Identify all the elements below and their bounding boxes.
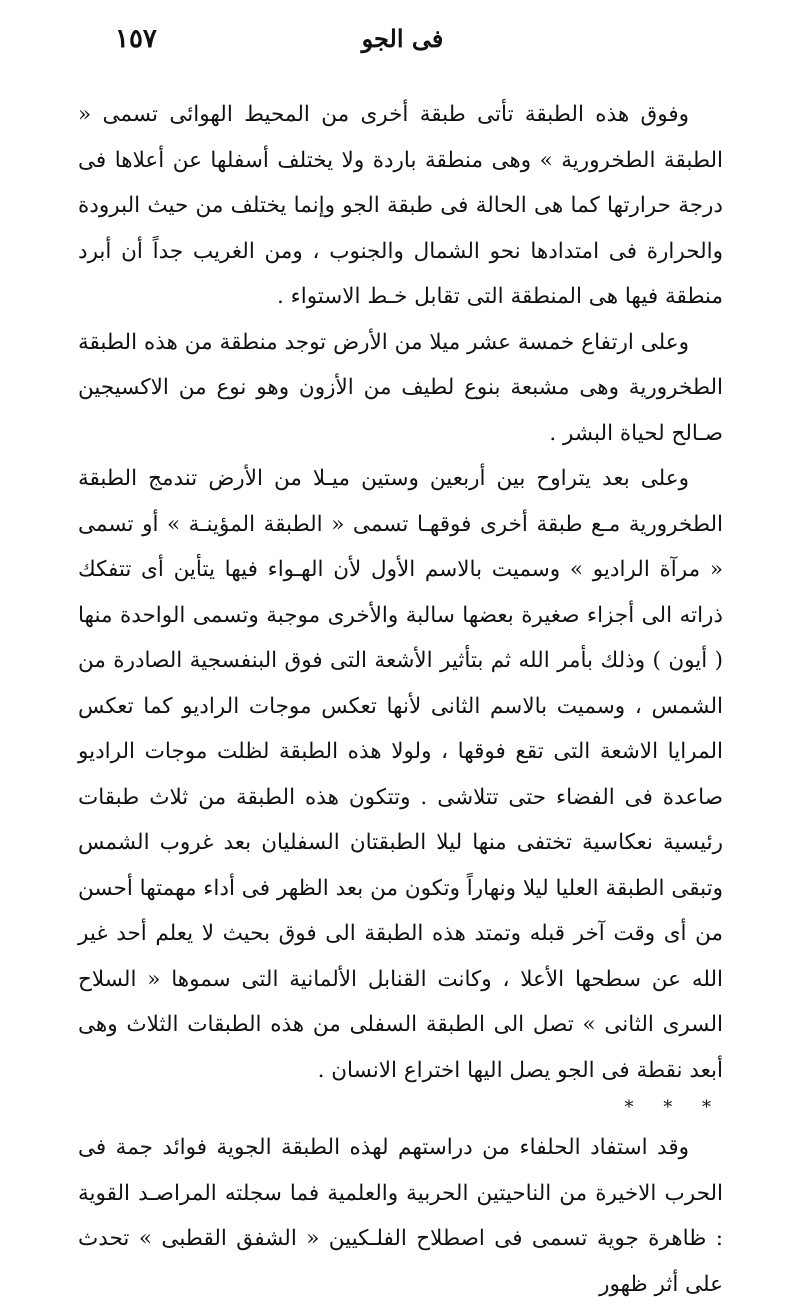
paragraph-1: وفوق هذه الطبقة تأتى طبقة أخرى من المحيط الهوائى تسمى « الطبقة الطخرورية » وهى منطقة باردة ولا يختلف أسفلها عن أعلاها فى درجة حرارتها كما هى الحالة فى طبقة الجو وإنما يختلف من حيث البرودة والحرارة فى امتدادها نحو الشمال والجنوب ، ومن الغريب جداً أن أبرد منطقة فيها هى المنطقة التى تقابل خـط الاستواء . — [78, 102, 723, 309]
paragraph-2: وعلى ارتفاع خمسة عشر ميلا من الأرض توجد منطقة من هذه الطبقة الطخرورية وهى مشبعة بنوع لطيف من الأزون وهو نوع من الاكسيجين صـالح لحياة البشر . — [78, 329, 723, 446]
section-separator: * * * — [624, 1097, 723, 1118]
page-header — [95, 24, 710, 64]
paragraph-3: وعلى بعد يتراوح بين أربعين وستين ميـلا من الأرض تندمج الطبقة الطخرورية مـع طبقة أخرى فوقهـا تسمى « الطبقة المؤينـة » أو تسمى « مرآة الراديو » وسميت بالاسم الأول لأن الهـواء فيها يتأين أى تتفكك ذراته الى أجزاء صغيرة بعضها سالبة والأخرى موجبة وتسمى الواحدة منها ( أيون ) وذلك بأمر الله ثم بتأثير الأشعة التى فوق البنفسجية الصادرة من الشمس ، وسميت بالاسم الثانى لأنها تعكس موجات الراديو كما تعكس المرايا الاشعة التى تقع فوقها ، ولولا هذه الطبقة لظلت موجات الراديو صاعدة فى الفضاء حتى تتلاشى . وتتكون هذه الطبقة من ثلاث طبقات رئيسية نعكاسية تختفى منها ليلا الطبقتان السفليان بعد غروب الشمس وتبقى الطبقة العليا ليلا ونهاراً وتكون من بعد الظهر فى أداء مهمتها أحسن من أى وقت آخر قبله وتمتد هذه الطبقة الى فوق بحيث لا يعلم أحد غير الله عن سطحها الأعلا ، وكانت القنابل الألمانية التى سموها « السلاح السرى الثانى » تصل الى الطبقة السفلى من هذه الطبقات الثلاث وهى أبعد نقطة فى الجو يصل اليها اختراع الانسان . — [78, 466, 723, 1083]
paragraph-4: وقد استفاد الحلفاء من دراستهم لهذه الطبقة الجوية فوائد جمة فى الحرب الاخيرة من الناحيتين الحربية والعلمية فما سجلته المراصـد القوية : ظاهرة جوية تسمى فى اصطلاح الفلـكيين « الشفق القطبى » تحدث على أثر ظهور — [78, 1135, 723, 1297]
page-number: ١٥٧ — [115, 24, 157, 54]
body-text — [78, 92, 723, 1307]
running-title: فى الجو — [361, 24, 444, 53]
